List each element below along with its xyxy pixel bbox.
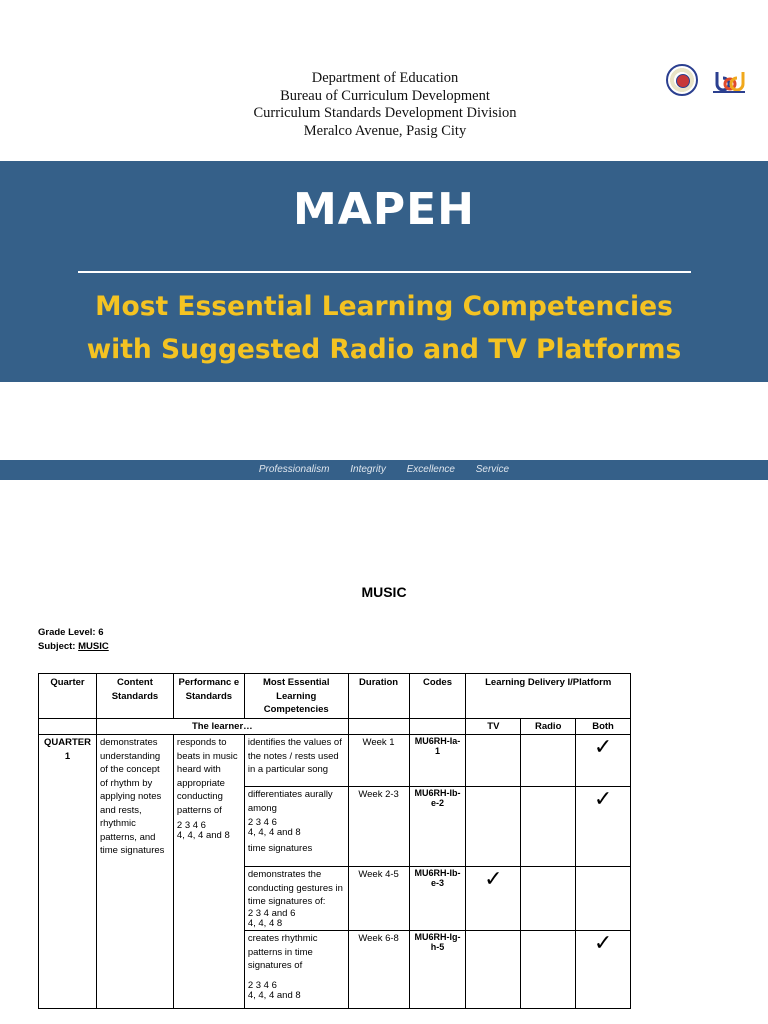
code-cell: MU6RH-Ig-h-5: [409, 931, 466, 1009]
banner-subtitle: [0, 285, 768, 371]
core-values-band: [0, 460, 768, 480]
duration-cell: Week 1: [348, 735, 409, 787]
col-both: Both: [576, 718, 631, 735]
code-cell: MU6RH-Ib-e-2: [409, 787, 466, 867]
learner-label: The learner…: [96, 718, 348, 735]
melc-table: [38, 673, 631, 1009]
header-quarter: Quarter: [39, 674, 97, 719]
melc-text: differentiates aurally among: [247, 789, 333, 814]
duration-cell: Week 2-3: [348, 787, 409, 867]
duration-cell: Week 6-8: [348, 931, 409, 1009]
subtitle-line-1: Most Essential Learning Competencies: [95, 291, 673, 322]
header-row: [39, 674, 631, 719]
header-line-2: Bureau of Curriculum Development: [280, 87, 490, 104]
melc-cell: identifies the values of the notes / rests used in a particular song: [244, 735, 348, 787]
letterhead: [0, 0, 768, 160]
grade-level: Grade Level: 6: [38, 627, 104, 638]
ts-top: 2 3 4 and 6: [247, 907, 296, 919]
section-title: MUSIC: [361, 584, 407, 600]
ts-top: 2 3 4 6: [247, 979, 277, 991]
check-icon: ✓: [576, 931, 631, 1009]
duration-cell: Week 4-5: [348, 867, 409, 931]
melc-cell: [244, 787, 348, 867]
header-codes: Codes: [409, 674, 466, 719]
subject-line: [38, 640, 109, 654]
content-standard-cell: demonstrates understanding of the concept of rhythm by applying notes and rests, rhythmic patterns, and time signatures: [96, 735, 173, 1009]
check-icon: ✓: [576, 735, 631, 787]
code-cell: MU6RH-Ia-1: [409, 735, 466, 787]
melc-text: demonstrates the conducting gestures in time signatures of:: [247, 869, 343, 907]
header-duration: Duration: [348, 674, 409, 719]
performance-standard-text: responds to beats in music heard with appropriate conducting patterns of: [176, 737, 238, 816]
subheader-row: [39, 718, 631, 735]
quarter-cell: QUARTER 1: [39, 735, 97, 1009]
performance-standard-cell: [173, 735, 244, 1009]
header-line-1: Department of Education: [311, 70, 459, 86]
melc-cell: [244, 931, 348, 1009]
value-professionalism: Professionalism: [258, 464, 330, 475]
banner-title: MAPEH: [293, 184, 475, 235]
melc-cell: [244, 867, 348, 931]
ts-bottom: 4, 4, 4 8: [247, 917, 283, 929]
melc-text-end: time signatures: [247, 843, 313, 854]
code-cell: MU6RH-Ib-e-3: [409, 867, 466, 931]
col-radio: Radio: [521, 718, 576, 735]
department-address: [200, 70, 570, 140]
check-icon: ✓: [576, 787, 631, 867]
header-performance-standards: Performanc e Standards: [173, 674, 244, 719]
col-tv: TV: [466, 718, 521, 735]
check-icon: ✓: [466, 867, 521, 931]
perf-ts-top: 2 3 4 6: [176, 820, 206, 831]
value-service: Service: [475, 464, 510, 475]
melc-text: creates rhythmic patterns in time signatures of: [247, 933, 318, 971]
value-excellence: Excellence: [406, 464, 455, 475]
banner-divider: [78, 271, 691, 273]
header-line-3: Curriculum Standards Development Division: [253, 105, 517, 121]
subtitle-line-2: with Suggested Radio and TV Platforms: [86, 334, 682, 365]
header-content-standards: Content Standards: [96, 674, 173, 719]
ts-bottom: 4, 4, 4 and 8: [247, 827, 301, 838]
deped-seal-icon: [666, 64, 698, 96]
subject-value: MUSIC: [78, 641, 109, 652]
bcd-logo-icon: [711, 68, 747, 94]
value-integrity: Integrity: [350, 464, 386, 475]
header-melc: Most Essential Learning Competencies: [244, 674, 348, 719]
ts-top: 2 3 4 6: [247, 817, 277, 828]
header-platform: Learning Delivery I/Platform: [466, 674, 631, 719]
table-row: [39, 735, 631, 787]
perf-ts-bottom: 4, 4, 4 and 8: [176, 830, 230, 841]
ts-bottom: 4, 4, 4 and 8: [247, 989, 301, 1001]
subject-label: Subject:: [38, 641, 76, 652]
header-line-4: Meralco Avenue, Pasig City: [303, 122, 467, 139]
